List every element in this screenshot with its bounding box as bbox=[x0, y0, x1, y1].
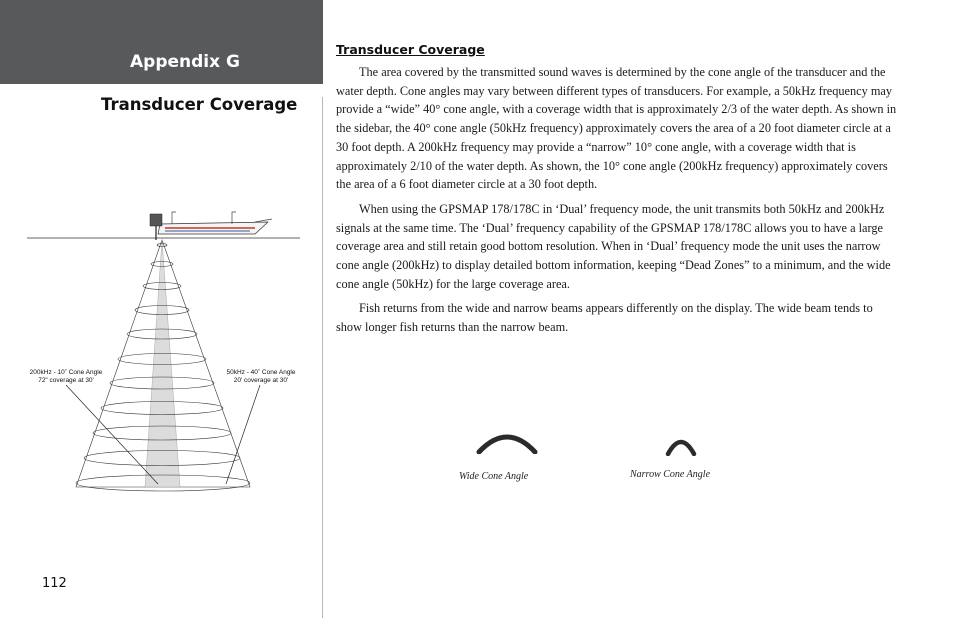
wide-cone-label-line1: 50kHz - 40˚ Cone Angle bbox=[226, 369, 296, 376]
section-heading: Transducer Coverage bbox=[336, 42, 485, 57]
narrow-cone-label-line1: 200kHz - 10˚ Cone Angle bbox=[29, 369, 103, 376]
main-content bbox=[336, 42, 900, 343]
paragraph-dual-frequency: When using the GPSMAP 178/178C in ‘Dual’ frequency mode, the unit transmits both 50kHz and 200kHz signals at the same time. The ‘Dual’ frequency capability of the GPSMAP 178/178C allows you to have a large coverage area and still retain good bottom resolution. When in ‘Dual’ frequency mode the unit uses the narrow cone angle (200kHz) to display detailed bottom information, keeping “Dead Zones” to a minimum, and the wide cone angle (50kHz) for the large coverage area. bbox=[336, 201, 891, 291]
narrow-cone-label-line2: 72" coverage at 30' bbox=[38, 377, 94, 384]
narrow-beam-arch-icon bbox=[664, 434, 698, 456]
transducer-coverage-figure bbox=[0, 200, 323, 500]
narrow-cone-caption: Narrow Cone Angle bbox=[630, 469, 711, 480]
wide-cone-label-line2: 20' coverage at 30' bbox=[233, 377, 289, 384]
narrow-cone-label bbox=[20, 369, 112, 385]
wide-cone-label bbox=[215, 369, 307, 385]
wide-beam-arch-icon bbox=[476, 428, 538, 454]
sidebar-title: Transducer Coverage bbox=[101, 95, 298, 114]
paragraph-coverage: The area covered by the transmitted sound waves is determined by the cone angle of the transducer and the water depth. Cone angles may vary between different types of transducers. For example, a 50kHz frequency may provide a “wide” 40° cone angle, with a coverage width that is approximately 2/3 of the water depth. As shown in the sidebar, the 40° cone angle (50kHz frequency) approximately covers the area of a 20 foot diameter circle at a 30 foot depth. A 200kHz frequency may provide a “narrow” 10° cone angle, with a coverage width that is approximately 2/10 of the water depth. As shown, the 10° cone angle (200kHz frequency) approximately covers the area of a 6 foot diameter circle at a 30 foot depth. bbox=[336, 65, 897, 192]
paragraph-fish-returns: Fish returns from the wide and narrow beams appears differently on the display. The wide beam tends to show longer fish returns than the narrow beam. bbox=[336, 301, 873, 335]
appendix-label: Appendix G bbox=[130, 52, 240, 72]
cone-diagram bbox=[0, 200, 323, 500]
page-number: 112 bbox=[42, 576, 67, 591]
wide-cone-caption: Wide Cone Angle bbox=[459, 471, 529, 482]
boat-icon bbox=[150, 212, 272, 240]
